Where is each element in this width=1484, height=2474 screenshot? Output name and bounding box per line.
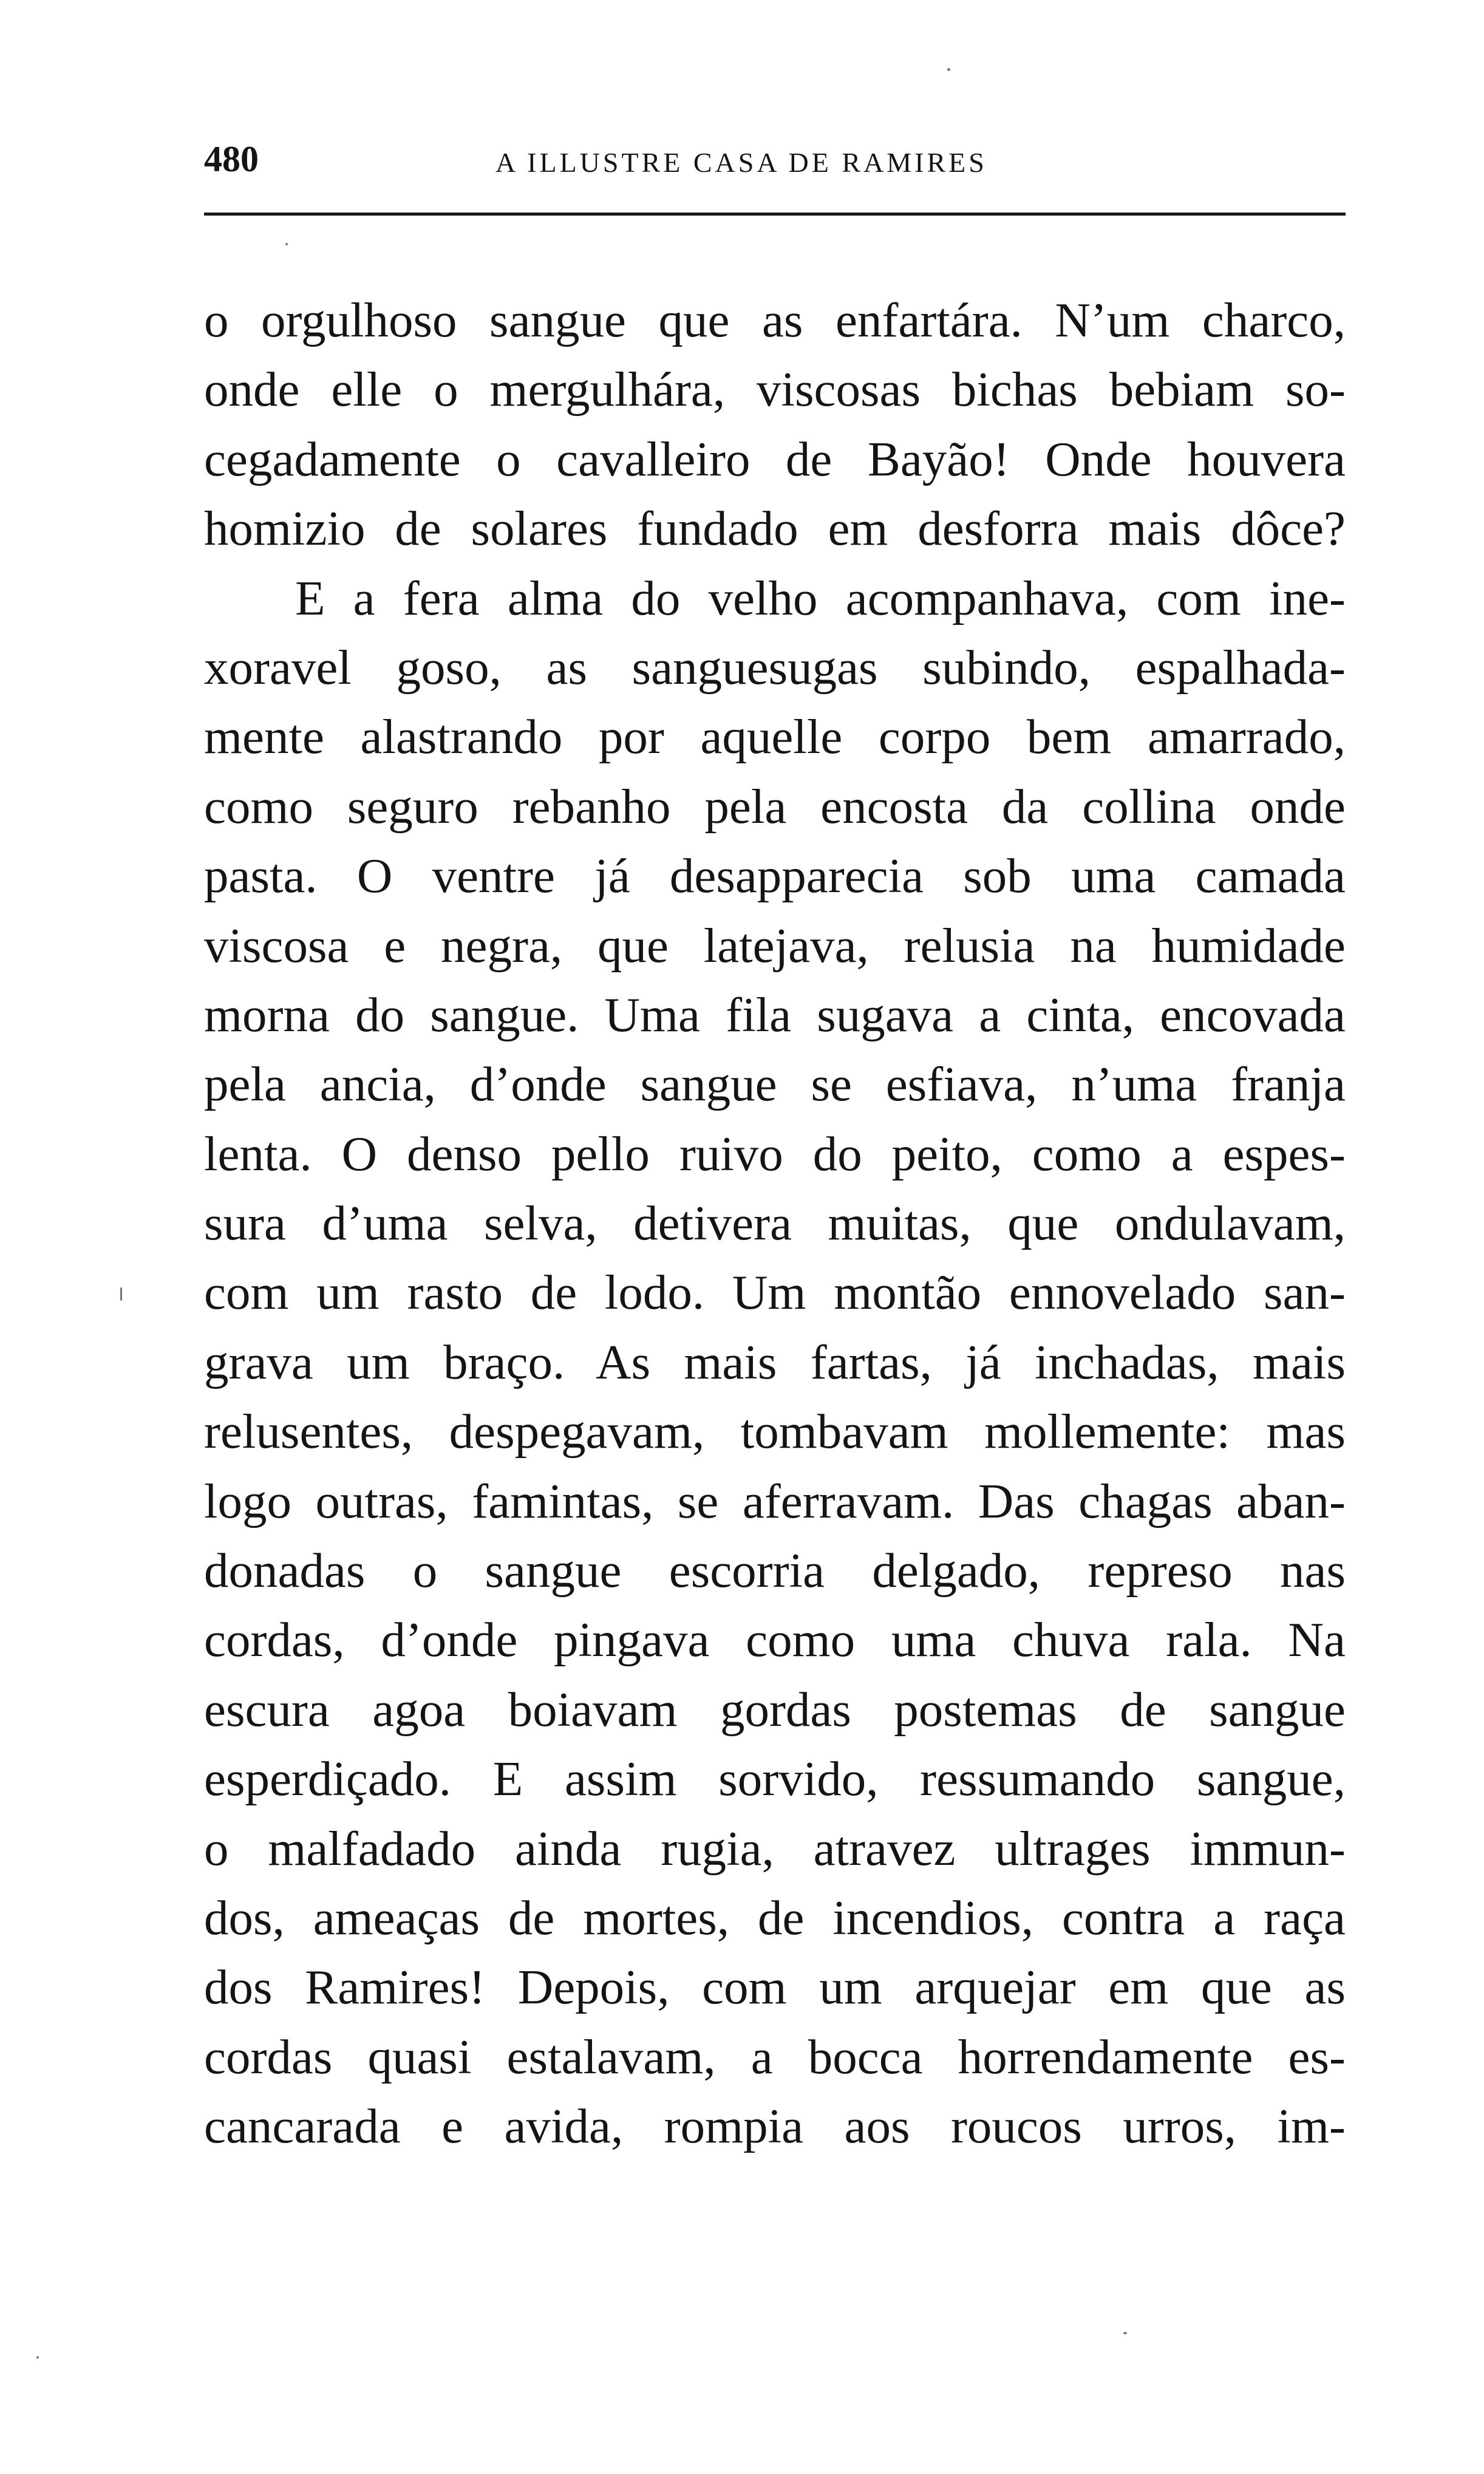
text-line: cegadamente o cavalleiro de Bayão! Onde houvera [204, 431, 1346, 486]
text-line: o malfadado ainda rugia, atravez ultrages immun- [204, 1821, 1346, 1876]
text-line: sura d’uma selva, detivera muitas, que ondulavam, [204, 1196, 1346, 1251]
text-line: grava um braço. As mais fartas, já inchadas, mais [204, 1334, 1346, 1389]
text-line: dos Ramires! Depois, com um arquejar em que as [204, 1960, 1346, 2015]
text-line: donadas o sangue escorria delgado, represo nas [204, 1543, 1346, 1598]
text-line: pasta. O ventre já desapparecia sob uma camada [204, 848, 1346, 904]
scan-speck [285, 243, 288, 245]
body-text [204, 285, 1346, 2161]
scan-speck [120, 1287, 122, 1301]
text-line: cancarada e avida, rompia aos roucos urros, im- [204, 2099, 1346, 2154]
text-line: viscosa e negra, que latejava, relusia na humidade [204, 918, 1346, 973]
running-head [204, 135, 1346, 183]
running-title: A ILLUSTRE CASA DE RAMIRES [495, 147, 987, 178]
text-line: relusentes, despegavam, tombavam mollemente: mas [204, 1404, 1346, 1459]
text-line: E a fera alma do velho acompanhava, com ine- [295, 570, 1346, 625]
text-line: cordas quasi estalavam, a bocca horrendamente es- [204, 2029, 1346, 2084]
text-line: esperdiçado. E assim sorvido, ressumando sangue, [204, 1751, 1346, 1807]
text-line: cordas, d’onde pingava como uma chuva rala. Na [204, 1612, 1346, 1668]
text-line: homizio de solares fundado em desforra mais dôce? [204, 501, 1346, 556]
scan-speck [36, 2356, 39, 2359]
header-rule [204, 213, 1346, 216]
text-line: pela ancia, d’onde sangue se esfiava, n’uma franja [204, 1057, 1346, 1112]
text-line: escura agoa boiavam gordas postemas de sangue [204, 1682, 1346, 1737]
text-line: com um rasto de lodo. Um montão ennovelado san- [204, 1265, 1346, 1320]
text-line: o orgulhoso sangue que as enfartára. N’um charco, [204, 293, 1346, 347]
scan-speck [1123, 2332, 1127, 2334]
text-line: lenta. O denso pello ruivo do peito, como a espes- [204, 1126, 1346, 1181]
text-line: xoravel goso, as sanguesugas subindo, espalhada- [204, 639, 1346, 695]
page-number: 480 [204, 139, 259, 179]
text-line: mente alastrando por aquelle corpo bem amarrado, [204, 709, 1346, 765]
scan-speck [947, 68, 950, 71]
text-line: dos, ameaças de mortes, de incendios, contra a raça [204, 1890, 1346, 1945]
text-line: como seguro rebanho pela encosta da collina onde [204, 779, 1346, 834]
text-line: morna do sangue. Uma fila sugava a cinta, encovada [204, 987, 1346, 1042]
text-line: onde elle o mergulhára, viscosas bichas bebiam so- [204, 362, 1346, 417]
text-line: logo outras, famintas, se aferravam. Das chagas aban- [204, 1473, 1346, 1528]
